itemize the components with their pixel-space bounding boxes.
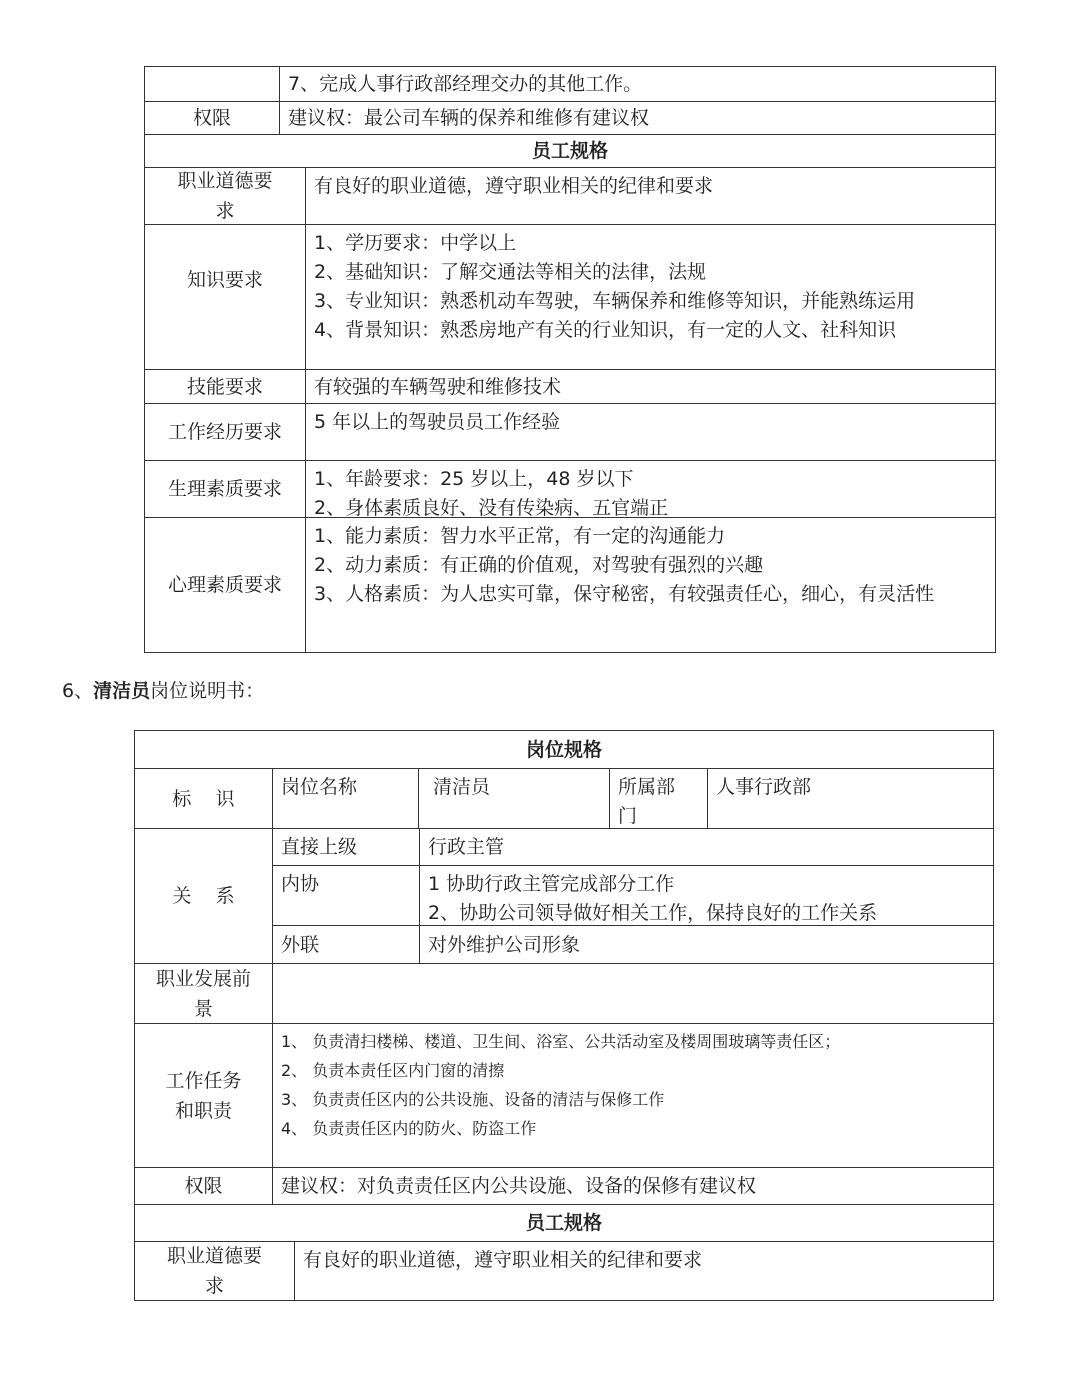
mental-item: 2、动力素质：有正确的价值观，对驾驶有强烈的兴趣 — [314, 554, 764, 576]
ethics-label-line1: 职业道德要 — [177, 170, 273, 192]
dept-label-line1: 所属部 — [618, 776, 676, 798]
position-name-label: 岗位名称 — [281, 776, 358, 798]
duty-item: 1、 负责清扫楼梯、楼道、卫生间、浴室、公共活动室及楼周围玻璃等责任区； — [281, 1032, 841, 1051]
employee-spec-header: 员工规格 — [531, 140, 608, 162]
internal-item: 2、协助公司领导做好相关工作，保持良好的工作关系 — [428, 902, 878, 924]
skill-value: 有较强的车辆驾驶和维修技术 — [314, 375, 562, 398]
external-value: 对外维护公司形象 — [428, 934, 581, 956]
career-label-line1: 职业发展前 — [155, 967, 251, 990]
section-heading — [62, 676, 264, 703]
relation-superior-row — [273, 829, 993, 865]
ethics-label-line2: 求 — [215, 200, 235, 222]
physical-label: 生理素质要求 — [167, 478, 282, 500]
mental-label: 心理素质要求 — [167, 574, 282, 596]
knowledge-item: 2、基础知识：了解交通法等相关的法律，法规 — [314, 261, 707, 283]
external-label: 外联 — [281, 934, 320, 956]
relation-external-row — [273, 925, 993, 964]
authority-value: 建议权：最公司车辆的保养和维修有建议权 — [288, 107, 650, 129]
experience-value: 5 年以上的驾驶员员工作经验 — [314, 411, 561, 433]
duty-item: 2、 负责本责任区内门窗的清擦 — [281, 1061, 505, 1080]
physical-item: 1、年龄要求：25 岁以上，48 岁以下 — [314, 468, 634, 490]
authority-label: 权限 — [192, 107, 231, 129]
knowledge-item: 1、学历要求：中学以上 — [314, 232, 517, 254]
duty-item: 3、 负责责任区内的公共设施、设备的清洁与保修工作 — [281, 1090, 665, 1109]
knowledge-item: 3、专业知识：熟悉机动车驾驶，车辆保养和维修等知识，并能熟练运用 — [314, 290, 916, 312]
table-row-experience — [145, 403, 995, 460]
relation-label: 关 系 — [172, 885, 235, 907]
ethics-label-2-line2: 求 — [204, 1275, 224, 1297]
duties-label-line2: 和职责 — [174, 1099, 232, 1122]
position-spec-header: 岗位规格 — [525, 738, 602, 761]
superior-label: 直接上级 — [281, 836, 358, 858]
knowledge-item: 4、背景知识：熟悉房地产有关的行业知识，有一定的人文、社科知识 — [314, 319, 897, 341]
table-row-skill — [145, 369, 995, 403]
mental-item: 3、人格素质：为人忠实可靠，保守秘密，有较强责任心，细心，有灵活性 — [314, 583, 935, 605]
dept-label-line2: 门 — [618, 805, 638, 827]
internal-item: 1 协助行政主管完成部分工作 — [428, 873, 675, 895]
ethics-label-2-line1: 职业道德要 — [166, 1245, 262, 1267]
table-row-mental — [145, 517, 995, 652]
table-row-ethics — [145, 167, 995, 224]
superior-value: 行政主管 — [428, 836, 505, 858]
section-heading-prefix: 6、 — [62, 680, 94, 702]
authority-value-2: 建议权：对负责责任区内公共设施、设备的保修有建议权 — [281, 1175, 757, 1197]
mental-item: 1、能力素质：智力水平正常，有一定的沟通能力 — [314, 525, 726, 547]
section-heading-title: 清洁员 — [93, 680, 151, 702]
ethics-value: 有良好的职业道德，遵守职业相关的纪律和要求 — [314, 175, 714, 197]
career-label-line2: 景 — [193, 997, 213, 1020]
table-row-position-spec-header — [135, 731, 993, 768]
skill-label: 技能要求 — [186, 375, 263, 398]
dept-value: 人事行政部 — [716, 776, 812, 798]
table-row-authority — [145, 101, 995, 134]
table-row-ethics-2 — [135, 1241, 993, 1300]
ethics-value-2: 有良好的职业道德，遵守职业相关的纪律和要求 — [303, 1249, 703, 1271]
internal-label: 内协 — [281, 873, 320, 895]
position-name-value: 清洁员 — [433, 776, 491, 798]
table-row-duty7 — [145, 67, 995, 101]
table-row-physical — [145, 460, 995, 517]
table-row-career — [135, 963, 993, 1023]
table-row-identity — [135, 768, 993, 828]
table-row-employee-spec-header — [145, 134, 995, 167]
authority-label-2: 权限 — [184, 1175, 223, 1197]
relation-internal-row — [273, 865, 993, 925]
employee-spec-header-2: 员工规格 — [525, 1212, 602, 1234]
table-row-relations — [135, 828, 993, 963]
physical-item: 2、身体素质良好、没有传染病、五官端正 — [314, 497, 669, 519]
section-heading-suffix: 岗位说明书： — [150, 680, 265, 702]
identity-label: 标 识 — [172, 787, 235, 810]
table-row-knowledge — [145, 224, 995, 369]
table-row-duties — [135, 1023, 993, 1167]
table-row-authority-2 — [135, 1167, 993, 1204]
experience-label: 工作经历要求 — [167, 421, 282, 443]
cleaner-spec-table — [134, 730, 994, 1301]
duty-item: 4、 负责责任区内的防火、防盗工作 — [281, 1119, 537, 1138]
duty7-text: 7、完成人事行政部经理交办的其他工作。 — [288, 73, 643, 95]
driver-spec-table — [144, 66, 996, 653]
knowledge-label: 知识要求 — [186, 269, 263, 291]
duties-label-line1: 工作任务 — [165, 1069, 242, 1092]
table-row-employee-spec-header-2 — [135, 1204, 993, 1241]
